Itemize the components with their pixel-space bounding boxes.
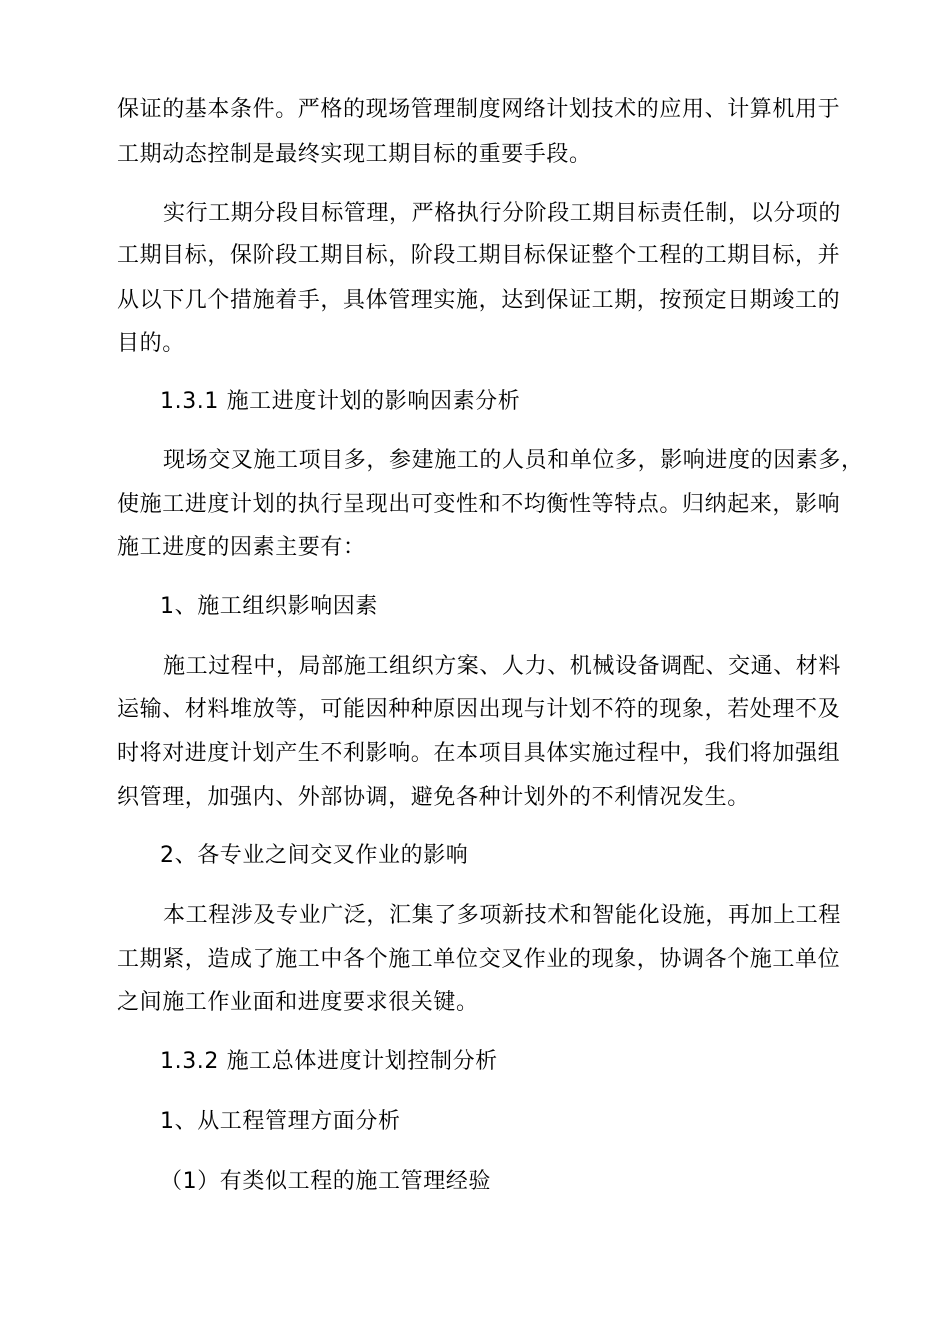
body-text-line: 工期紧，造成了施工中各个施工单位交叉作业的现象，协调各个施工单位 [117, 947, 841, 972]
section-heading: 1.3.1 施工进度计划的影响因素分析 [160, 389, 521, 414]
subsection-heading: 1、施工组织影响因素 [160, 594, 378, 619]
body-text-line: 从以下几个措施着手，具体管理实施，达到保证工期，按预定日期竣工的 [117, 288, 841, 313]
body-text-line: 运输、材料堆放等，可能因种种原因出现与计划不符的现象，若处理不及 [117, 697, 841, 722]
subsection-heading: 2、各专业之间交叉作业的影响 [160, 843, 469, 868]
body-text-line: 施工进度的因素主要有： [117, 535, 366, 560]
paragraph-first-line: 实行工期分段目标管理，严格执行分阶段工期目标责任制，以分项的 [163, 201, 842, 226]
paragraph-first-line: 现场交叉施工项目多，参建施工的人员和单位多，影响进度的因素多， [163, 448, 864, 473]
body-text-line: 之间施工作业面和进度要求很关键。 [117, 990, 479, 1015]
subsection-heading: （1）有类似工程的施工管理经验 [160, 1169, 491, 1194]
body-text-line: 织管理，加强内、外部协调，避免各种计划外的不利情况发生。 [117, 785, 750, 810]
section-heading: 1.3.2 施工总体进度计划控制分析 [160, 1049, 498, 1074]
body-text-line: 时将对进度计划产生不利影响。在本项目具体实施过程中，我们将加强组 [117, 741, 841, 766]
body-text-line: 工期目标，保阶段工期目标，阶段工期目标保证整个工程的工期目标，并 [117, 243, 841, 268]
body-text-line: 目的。 [117, 331, 185, 356]
body-text-line: 使施工进度计划的执行呈现出可变性和不均衡性等特点。归纳起来，影响 [117, 492, 841, 517]
body-text-line: 工期动态控制是最终实现工期目标的重要手段。 [117, 142, 592, 167]
body-text-line: 保证的基本条件。严格的现场管理制度网络计划技术的应用、计算机用于 [117, 97, 841, 122]
paragraph-first-line: 本工程涉及专业广泛，汇集了多项新技术和智能化设施，再加上工程 [163, 903, 842, 928]
subsection-heading: 1、从工程管理方面分析 [160, 1109, 401, 1134]
paragraph-first-line: 施工过程中，局部施工组织方案、人力、机械设备调配、交通、材料 [163, 654, 842, 679]
